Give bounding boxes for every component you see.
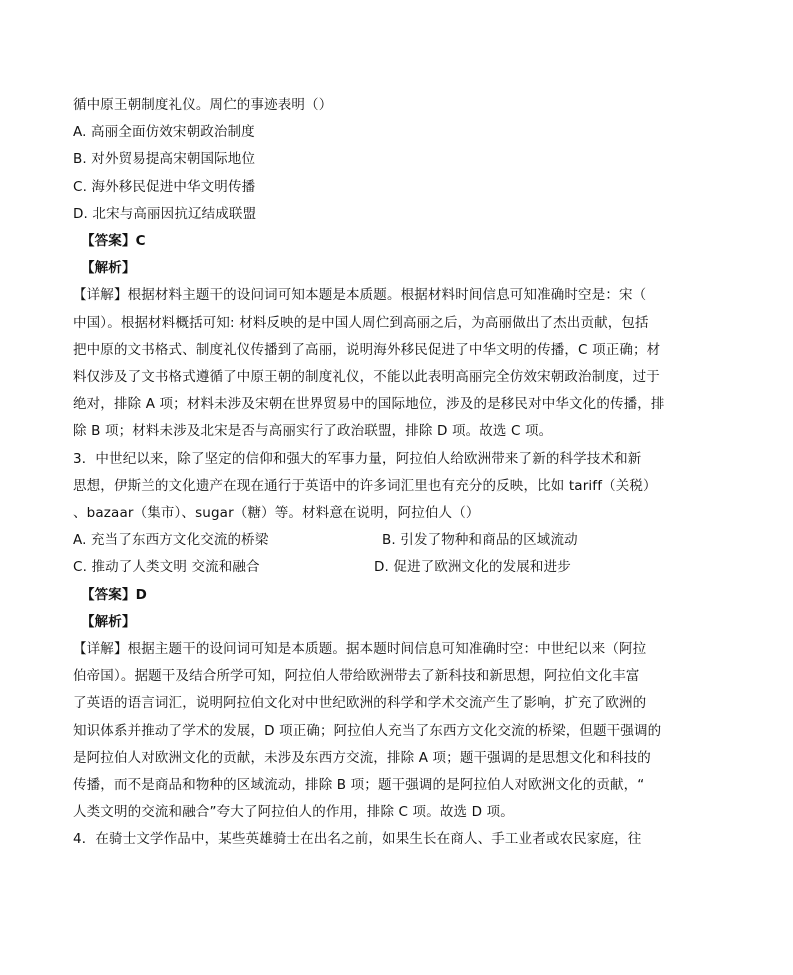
q3-detail-line: 人类文明的交流和融合”夸大了阿拉伯人的作用，排除 C 项。故选 D 项。 [73, 804, 514, 821]
q3-options-row-2 [73, 554, 673, 581]
q4-stem-line: 4．在骑士文学作品中，某些英雄骑士在出名之前，如果生长在商人、手工业者或农民家庭，往 [73, 831, 642, 848]
q3-option-d: D. 促进了欧洲文化的发展和进步 [374, 559, 571, 576]
q3-stem-line: 思想，伊斯兰的文化遗产在现在通行于英语中的许多词汇里也有充分的反映，比如 tariff（关税） [73, 477, 657, 494]
q3-stem-line: 3．中世纪以来，除了坚定的信仰和强大的军事力量，阿拉伯人给欧洲带来了新的科学技术和新 [73, 450, 642, 467]
q3-analysis-label: 【解析】 [81, 613, 136, 630]
q2-detail-line: 【详解】根据材料主题干的设问词可知本题是本质题。根据材料时间信息可知准确时空是：宋（ [73, 287, 647, 304]
q3-detail-line: 伯帝国）。据题干及结合所学可知，阿拉伯人带给欧洲带去了新科技和新思想，阿拉伯文化丰富 [73, 668, 640, 685]
q3-options-row-1 [73, 527, 673, 554]
q3-option-a: A. 充当了东西方文化交流的桥梁 [73, 532, 269, 549]
q2-stem-tail: 循中原王朝制度礼仪。周伫的事迹表明（） [73, 97, 333, 113]
q2-option-c: C. 海外移民促进中华文明传播 [73, 178, 256, 195]
q2-option-b: B. 对外贸易提高宋朝国际地位 [73, 151, 256, 168]
q3-option-b: B. 引发了物种和商品的区域流动 [382, 532, 578, 549]
q2-detail-line: 把中原的文书格式、制度礼仪传播到了高丽，说明海外移民促进了中华文明的传播，C 项正确；材 [73, 341, 661, 358]
q3-stem [73, 446, 673, 528]
q3-detail-line: 传播，而不是商品和物种的区域流动，排除 B 项；题干强调的是阿拉伯人对欧洲文化的贡献，“ [73, 777, 645, 794]
q3-detail-line: 【详解】根据主题干的设问词可知是本质题。据本题时间信息可知准确时空：中世纪以来（阿拉 [73, 641, 647, 658]
q2-answer: 【答案】C [81, 233, 146, 250]
document-content [73, 92, 673, 854]
q2-detail [73, 282, 673, 445]
q2-detail-line: 除 B 项；材料未涉及北宋是否与高丽实行了政治联盟，排除 D 项。故选 C 项。 [73, 423, 553, 440]
q3-detail-line: 是阿拉伯人对欧洲文化的贡献，未涉及东西方交流，排除 A 项；题干强调的是思想文化和科技的 [73, 749, 651, 766]
q3-detail-line: 了英语的语言词汇，说明阿拉伯文化对中世纪欧洲的科学和学术交流产生了影响，扩充了欧洲的 [73, 695, 647, 712]
q2-option-a: A. 高丽全面仿效宋朝政治制度 [73, 124, 255, 141]
q3-detail [73, 636, 673, 826]
q3-detail-line: 知识体系并推动了学术的发展，D 项正确；阿拉伯人充当了东西方文化交流的桥梁，但题干强调的 [73, 722, 662, 739]
q2-detail-line: 料仅涉及了文书格式遵循了中原王朝的制度礼仪，不能以此表明高丽完全仿效宋朝政治制度，过于 [73, 369, 660, 386]
q3-option-c: C. 推动了人类文明 交流和融合 [73, 559, 260, 576]
q2-option-d: D. 北宋与高丽因抗辽结成联盟 [73, 205, 257, 222]
q2-detail-line: 绝对，排除 A 项；材料未涉及宋朝在世界贸易中的国际地位，涉及的是移民对中华文化的传播，排 [73, 396, 665, 413]
q2-detail-line: 中国）。根据材料概括可知: 材料反映的是中国人周伫到高丽之后，为高丽做出了杰出贡献，包括 [73, 314, 649, 331]
q2-analysis-label: 【解析】 [81, 260, 136, 277]
q3-answer: 【答案】D [81, 586, 147, 603]
q3-stem-line: 、bazaar（集市）、sugar（糖）等。材料意在说明，阿拉伯人（） [73, 505, 480, 522]
